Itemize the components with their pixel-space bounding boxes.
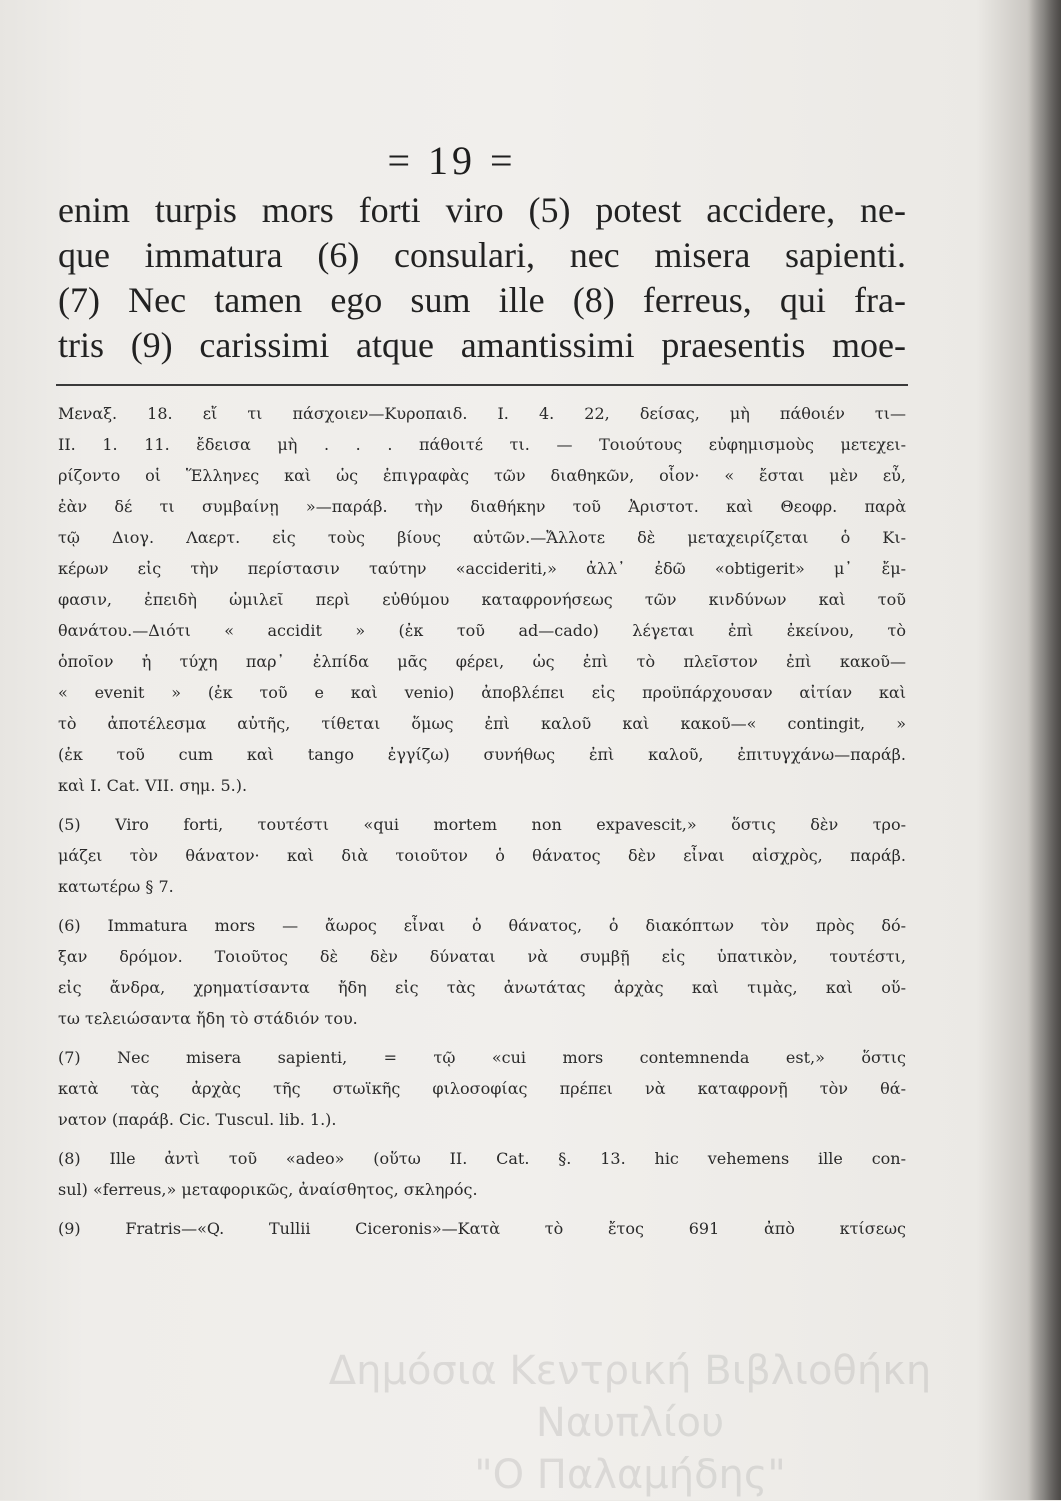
main-text-block	[58, 188, 906, 368]
footnote-line: « evenit » (ἐκ τοῦ e καὶ venio) ἀποβλέπει εἰς προϋπάρχουσαν αἰτίαν καὶ	[58, 683, 906, 702]
footnote-7-line: (7) Nec misera sapienti, = τῷ «cui mors contemnenda est,» ὅστις	[58, 1048, 906, 1067]
footnote-divider	[56, 384, 908, 386]
footnote-7-line: νατον (παράβ. Cic. Tuscul. lib. 1.).	[58, 1110, 337, 1129]
footnote-5-line: μάζει τὸν θάνατον· καὶ διὰ τοιοῦτον ὁ θάνατος δὲν εἶναι αἰσχρὸς, παράβ.	[58, 846, 906, 865]
watermark-line: "Ο Παλαμήδης"	[474, 1452, 786, 1498]
footnote-line: Μεναξ. 18. εἴ τι πάσχοιεν—Κυροπαιδ. Ι. 4. 22, δείσας, μὴ πάθοιέν τι—	[58, 404, 906, 423]
main-text-line: enim turpis mors forti viro (5) potest accidere, ne-	[58, 190, 906, 230]
footnote-line: (ἐκ τοῦ cum καὶ tango ἐγγίζω) συνήθως ἐπὶ καλοῦ, ἐπιτυγχάνω—παράβ.	[58, 745, 906, 764]
footnote-6-line: τω τελειώσαντα ἤδη τὸ στάδιόν του.	[58, 1009, 358, 1028]
footnote-line: ὁποῖον ἡ τύχη παρ᾽ ἐλπίδα μᾶς φέρει, ὡς ἐπὶ τὸ πλεῖστον ἐπὶ κακοῦ—	[58, 652, 906, 671]
footnote-line: τῷ Διογ. Λαερτ. εἰς τοὺς βίους αὐτῶν.—Ἄλλοτε δὲ μεταχειρίζεται ὁ Κι-	[58, 528, 906, 547]
footnote-line: ἐὰν δέ τι συμβαίνῃ »—παράβ. τὴν διαθήκην τοῦ Ἀριστοτ. καὶ Θεοφρ. παρὰ	[58, 497, 906, 516]
watermark-line: Δημόσια Κεντρική Βιβλιοθήκη Ναυπλίου	[328, 1348, 932, 1446]
main-text-line: (7) Nec tamen ego sum ille (8) ferreus, qui fra-	[58, 280, 906, 320]
page-number: = 19 =	[387, 138, 517, 183]
footnote-line: καὶ Ι. Cat. VII. σημ. 5.).	[58, 776, 248, 795]
footnote-line: κέρων εἰς τὴν περίστασιν ταύτην «accideriti,» ἀλλ᾽ ἐδῶ «obtigerit» μ᾽ ἔμ-	[58, 559, 906, 578]
footnote-6-line: ξαν δρόμον. Τοιοῦτος δὲ δὲν δύναται νὰ συμβῇ εἰς ὑπατικὸν, τουτέστι,	[58, 947, 906, 966]
main-text-line: que immatura (6) consulari, nec misera sapienti.	[58, 235, 906, 275]
footnote-line: ρίζοντο οἱ Ἕλληνες καὶ ὡς ἐπιγραφὰς τῶν διαθηκῶν, οἷον· « ἔσται μὲν εὖ,	[58, 466, 906, 485]
main-text-line: tris (9) carissimi atque amantissimi praesentis moe-	[58, 325, 906, 365]
footnote-7-line: κατὰ τὰς ἀρχὰς τῆς στωϊκῆς φιλοσοφίας πρέπει νὰ καταφρονῇ τὸν θά-	[58, 1079, 906, 1098]
footnote-line: ΙΙ. 1. 11. ἔδεισα μὴ . . . πάθοιτέ τι. — Τοιούτους εὐφημισμοὺς μετεχει-	[58, 435, 906, 454]
footnote-5-line: (5) Viro forti, τουτέστι «qui mortem non expavescit,» ὅστις δὲν τρο-	[58, 815, 906, 834]
footnote-5-line: κατωτέρω § 7.	[58, 877, 174, 896]
footnote-8-line: (8) Ille ἀντὶ τοῦ «adeo» (οὕτω ΙΙ. Cat. §. 13. hic vehemens ille con-	[58, 1149, 906, 1168]
footnote-6-line: εἰς ἄνδρα, χρηματίσαντα ἤδη εἰς τὰς ἀνωτάτας ἀρχὰς καὶ τιμὰς, καὶ οὕ-	[58, 978, 906, 997]
footnote-line: τὸ ἀποτέλεσμα αὐτῆς, τίθεται ὅμως ἐπὶ καλοῦ καὶ κακοῦ—« contingit, »	[58, 714, 906, 733]
page-edge-shadow	[1027, 0, 1061, 1500]
footnote-8-line: sul) «ferreus,» μεταφορικῶς, ἀναίσθητος, σκληρός.	[58, 1180, 478, 1199]
footnote-line: φασιν, ἐπειδὴ ὡμιλεῖ περὶ εὐθύμου καταφρονήσεως τῶν κινδύνων καὶ τοῦ	[58, 590, 906, 609]
footnote-9-line: (9) Fratris—«Q. Tullii Ciceronis»—Κατὰ τὸ ἔτος 691 ἀπὸ κτίσεως	[58, 1219, 906, 1238]
footnote-6-line: (6) Immatura mors — ἄωρος εἶναι ὁ θάνατος, ὁ διακόπτων τὸν πρὸς δό-	[58, 916, 906, 935]
footnotes-block	[58, 398, 906, 1244]
library-watermark	[230, 1345, 1030, 1501]
footnote-line: θανάτου.—Διότι « accidit » (ἐκ τοῦ ad—cado) λέγεται ἐπὶ ἐκείνου, τὸ	[58, 621, 906, 640]
